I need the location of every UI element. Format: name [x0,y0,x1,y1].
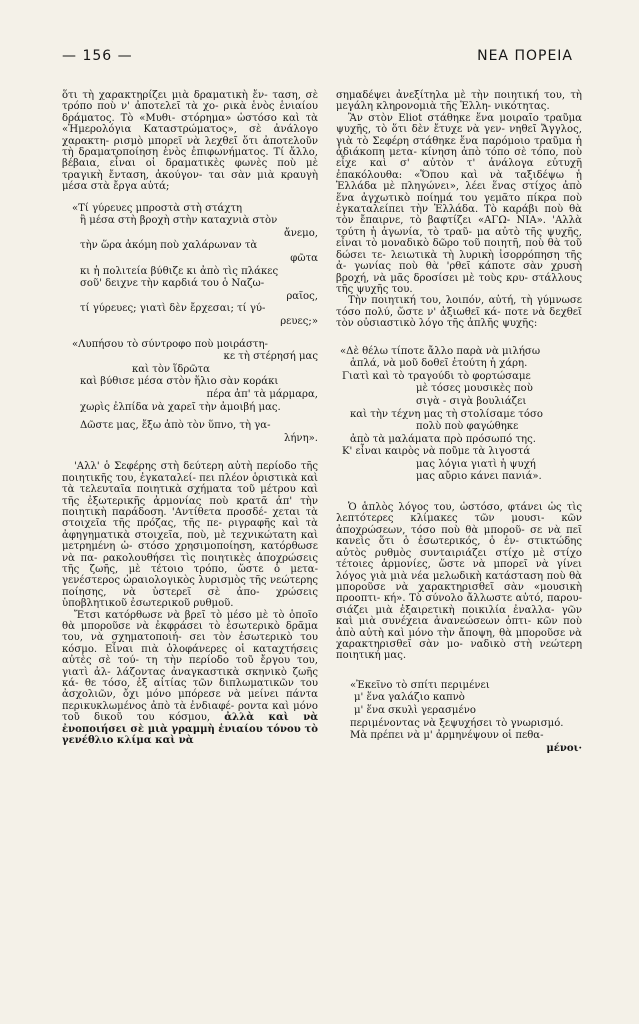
paragraph: σημαδέψει ἀνεξίτηλα μὲ τὴν ποιητική του, τὴ μεγάλη κληρονομιὰ τῆς Ἑλλη- νικότητας. [336,90,582,113]
page-number: — 156 — [62,48,133,64]
paragraph: ὅτι τὴ χαρακτηρίζει μιὰ δραματικὴ ἔν- ταση, σὲ τρόπο ποὺ ν' ἀποτελεῖ τὰ χο- ρικὰ ἑνὸς ἑνιαίου δράματος. Τὸ «Μυθι- στόρημα» ὡστόσο καὶ τὰ «Ἡμερολόγια Καταστρώματος», σὲ ἀνάλογο χαρακτη- ρισμὸ μπορεῖ νὰ λεχθεῖ ὅτι ἀποτελοῦν τὴ δραματοποίηση ἑνὸς ἐπιφωνήματος. Τί ἄλλο, βέβαια, εἶναι οἱ δραματικὲς φωνὲς ποὺ μὲ τραγικὴ ἔνταση, ἀκούγον- ται σὰν μιὰ κραυγὴ μέσα στὰ ἔργα αὐτά; [62,90,319,193]
paragraph: Ἂν στὸν Eliot στάθηκε ἕνα μοιραῖο τραῦμα ψυχῆς, τὸ ὅτι δὲν ἔτυχε νὰ γεν- νηθεῖ Ἄγγλος, γιὰ τὸ Σεφέρη στάθηκε ἕνα παρόμοιο τραῦμα ἡ ἀδιάκοπη μετα- κίνηση ἀπὸ τόπο σὲ τόπο, ποὺ εἶχε καὶ σ' αὐτὸν τ' ἀνάλογα εὐτυχῆ ἐπακόλουθα: «Ὅπου καὶ νὰ ταξιδέψω ἡ Ἑλλάδα μὲ πληγώνει», λέει ἕνας στίχος ἀπὸ ἕνα ἀγχωτικὸ ποίημά του γεμᾶτο πίκρα ποὺ ἐγκαταλείπει τὴν Ἑλλάδα. Τὸ καράβι ποὺ θὰ τὸν ἔπαιρνε, τὸ βαφτίζει «ΑΓΩ- ΝΙΑ». 'Αλλὰ τούτη ἡ ἀγωνία, τὸ τραῦ- μα αὐτὸ τῆς ψυχῆς, εἶναι τὸ μοναδικὸ δῶρο τοῦ ποιητῆ, ποὺ θὰ τοῦ δώσει τε- λειωτικὰ τὴ λυρικὴ ἰσορρόπηση τῆς ἀ- γωνίας ποὺ θὰ 'ρθεῖ κάποτε σὰν χρυσὴ βροχή, νὰ μᾶς δροσίσει μὲ τοὺς κρυ- στάλλους τῆς ψυχῆς του. [336,112,583,295]
right-column [336,90,582,755]
paragraph: Ὁ ἁπλὸς λόγος του, ὡστόσο, φτάνει ὡς τὶς λεπτότερες κλίμακες τῶν μουσι- κῶν ἀποχρώσεων, τόσο ποὺ θὰ μποροῦ- σε νὰ πεῖ κανεὶς ὅτι ὁ ἐσωτερικός, ὁ ἐν- στικτώδης αὐτὸς ρυθμὸς συνταιριάζει στίχο μὲ στίχο τέτοιες ἁρμονίες, ὥστε νὰ μπορεῖ νὰ γίνει λόγος γιὰ μιὰ νέα μελωδικὴ κατάσταση ποὺ θὰ μποροῦσε νὰ χαρακτηρισθεῖ σὰν «μουσικὴ προοπτι- κή». Τὸ σύνολο ἄλλωστε αὐτό, παρου- σιάζει μιὰ ἐξαιρετικὴ ποικιλία ἐναλλα- γῶν καὶ μιὰ συνέχεια ἀνανεώσεων ὀπτι- κῶν ποὺ ἀπὸ αὐτὴ καὶ μόνο τὴν ἄποψη, θὰ μποροῦσε νὰ χαρακτηρισθεῖ σὰν μο- ναδικὸ στὴ νεώτερη ποιητική μας. [336,502,583,662]
left-column [62,90,318,747]
poem-quote: «Τί γύρευες μπροστὰ στὴ στάχτη ἢ μέσα στὴ βροχὴ στὴν καταχνιὰ στὸν ἄνεμο, τὴν ὥρα ἀκόμη ποὺ χαλάρωναν τὰ φῶτα κι ἡ πολιτεία βύθιζε κι ἀπὸ τὶς πλάκες σοῦ' δειχνε τὴν καρδιά του ὁ Ναζω- ραῖος, τί γύρευες; γιατὶ δὲν ἔρχεσαι; τί γύ- ρευες;» [72,202,318,327]
journal-title: ΝΕΑ ΠΟΡΕΙΑ [477,48,573,64]
paragraph: 'Αλλ' ὁ Σεφέρης στὴ δεύτερη αὐτὴ περίοδο τῆς ποιητικῆς του, ἐγκαταλεί- πει πλέον ὁριστικὰ καὶ τὰ τελευταῖα ποιητικὰ σχήματα τοῦ μέτρου καὶ τῆς ἐξωτερικῆς ἁρμονίας ποὺ κρατᾶ ἀπ' τὴν ποιητικὴ παράδοση. 'Αντίθετα προσδέ- χεται τὰ στοιχεῖα τῆς πρόζας, τῆς πε- ριγραφῆς καὶ τὰ ἀφηγηματικὰ στοιχεῖα, ποὺ, μὲ τεχνικώτατη καὶ μετρημένη ὡ- στόσο χρησιμοποίηση, κατόρθωσε νὰ πα- ρακολουθήσει τὶς ποιητικὲς ἀποχρώσεις τῆς ζωῆς, μὲ τέτοιο τρόπο, ὥστε ὁ μετα- γενέστερος ὡραιολογικὸς λυρισμὸς τῆς νεώτερης ποίησης, νὰ ὑστερεῖ σὲ ἀπο- χρώσεις ὑποβλητικοῦ ἐσωτερικοῦ ρυθμοῦ. [62,461,319,610]
page-header [62,48,573,70]
paragraph: Ἔτσι κατόρθωσε νὰ βρεῖ τὸ μέσο μὲ τὸ ὁποῖο θὰ μποροῦσε νὰ ἐκφράσει τὸ ἐσωτερικὸ δρᾶμα του, νὰ σχηματοποιή- σει τὸν ἐσωτερικὸ του κόσμο. Εἶναι πιὰ ὁλοφάνερες οἱ καταχτήσεις αὐτὲς σὲ τού- τη τὴν περίοδο τοῦ ἔργου του, γιατὶ ἀλ- λάζοντας ἀναγκαστικὰ σκηνικὸ ζωῆς κά- θε τόσο, ἐξ αἰτίας τῶν διπλωματικῶν του ἀσχολιῶν, ὄχι μόνο μπόρεσε νὰ μείνει πάντα περικυκλωμένος ἀπὸ τὰ ἐνδιαφέ- ροντα καὶ μόνο τοῦ δικοῦ του κόσμου, ἀλλὰ καὶ νὰ ἐνοποιήσει σὲ μιὰ γραμμὴ ἑνιαίου τόνου τὸ γενέθλιο κλίμα καὶ νὰ [62,609,319,747]
poem-quote: «Ἐκεῖνο τὸ σπίτι περιμένει μ' ἕνα γαλάζιο καπνὸ μ' ἕνα σκυλὶ γερασμένο περιμένοντας νὰ ξεψυχήσει τὸ γνωρισμό. Μὰ πρέπει νὰ μ' ἀρμηνέψουν οἱ πεθα- μένοι· [350,679,582,754]
poem-quote: «Λυπήσου τὸ σύντροφο ποὺ μοιράστη- κε τὴ στέρησή μας καὶ τὸν ἵδρῶτα καὶ βύθισε μέσα στὸν ἥλιο σὰν κοράκι πέρα ἀπ' τὰ μάρμαρα, χωρὶς ἐλπίδα νὰ χαρεῖ τὴν ἀμοιβή μας. Δῶστε μας, ἔξω ἀπὸ τὸν ὕπνο, τὴ γα- λήνη». [72,338,318,444]
paragraph: Τὴν ποιητική του, λοιπόν, αὐτή, τὴ γύμνωσε τόσο πολύ, ὥστε ν' ἀξιωθεῖ κά- ποτε νὰ δεχθεῖ τὸν οὐσιαστικὸ λόγο τῆς ἁπλῆς ψυχῆς: [336,295,582,330]
poem-quote: «Δὲ θέλω τίποτε ἄλλο παρὰ νὰ μιλήσω ἁπλά, νὰ μοῦ δοθεῖ ἐτούτη ἡ χάρη. Γιατὶ καὶ τὸ τραγούδι τὸ φορτώσαμε μὲ τόσες μουσικὲς ποὺ σιγὰ - σιγὰ βουλιάζει καὶ τὴν τέχνη μας τὴ στολίσαμε τόσο πολὺ ποὺ φαγώθηκε ἀπὸ τὰ μαλάματα πρὸ πρόσωπό της. Κ' εἶναι καιρὸς νὰ ποῦμε τὰ λιγοστά μας λόγια γιατὶ ἡ ψυχή μας αὔριο κάνει πανιά». [340,345,543,483]
